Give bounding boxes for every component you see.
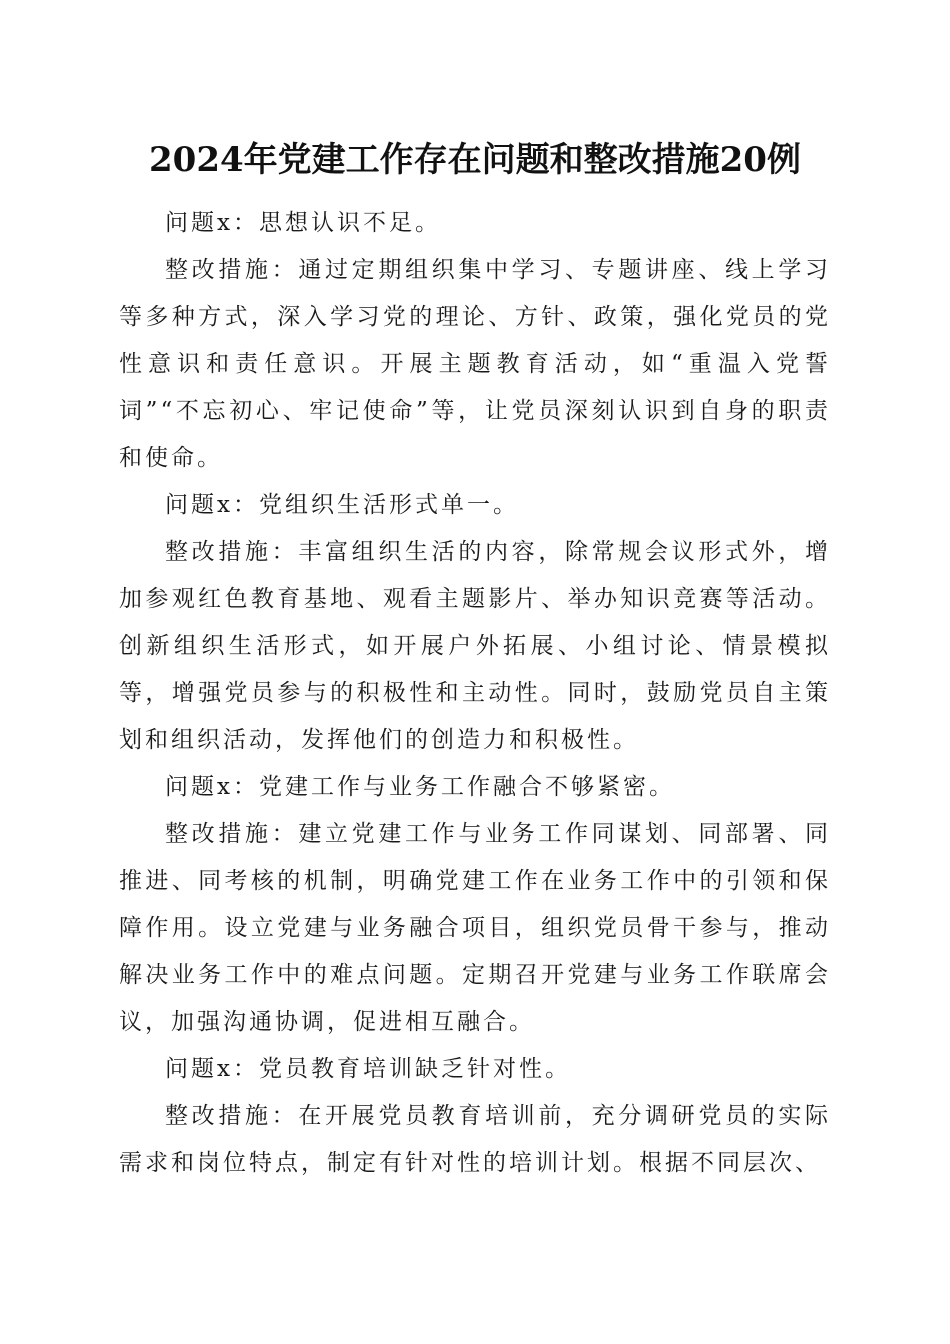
problem-paragraph: 问题x：党建工作与业务工作融合不够紧密。: [165, 774, 675, 800]
measure-paragraph: 整改措施：通过定期组织集中学习、专题讲座、线上学习等多种方式，深入学习党的理论、方针、政策，强化党员的党性意识和责任意识。开展主题教育活动，如“重温入党誓词”“不忘初心、牢记使命”等，让党员深刻认识到自身的职责和使命。: [119, 257, 831, 471]
problem-paragraph: 问题x：党员教育培训缺乏针对性。: [165, 1056, 571, 1082]
measure-paragraph: 整改措施：建立党建工作与业务工作同谋划、同部署、同推进、同考核的机制，明确党建工作在业务工作中的引领和保障作用。设立党建与业务融合项目，组织党员骨干参与，推动解决业务工作中的难点问题。定期召开党建与业务工作联席会议，加强沟通协调，促进相互融合。: [119, 821, 831, 1035]
problem-paragraph: 问题x：党组织生活形式单一。: [165, 492, 519, 518]
document-body: [119, 200, 831, 1187]
measure-paragraph: 整改措施：丰富组织生活的内容，除常规会议形式外，增加参观红色教育基地、观看主题影片、举办知识竞赛等活动。创新组织生活形式，如开展户外拓展、小组讨论、情景模拟等，增强党员参与的积极性和主动性。同时，鼓励党员自主策划和组织活动，发挥他们的创造力和积极性。: [119, 539, 831, 753]
problem-paragraph: 问题x：思想认识不足。: [165, 210, 441, 236]
document-title: 2024年党建工作存在问题和整改措施20例: [149, 140, 801, 180]
measure-paragraph: 整改措施：在开展党员教育培训前，充分调研党员的实际需求和岗位特点，制定有针对性的培训计划。根据不同层次、: [119, 1103, 831, 1176]
